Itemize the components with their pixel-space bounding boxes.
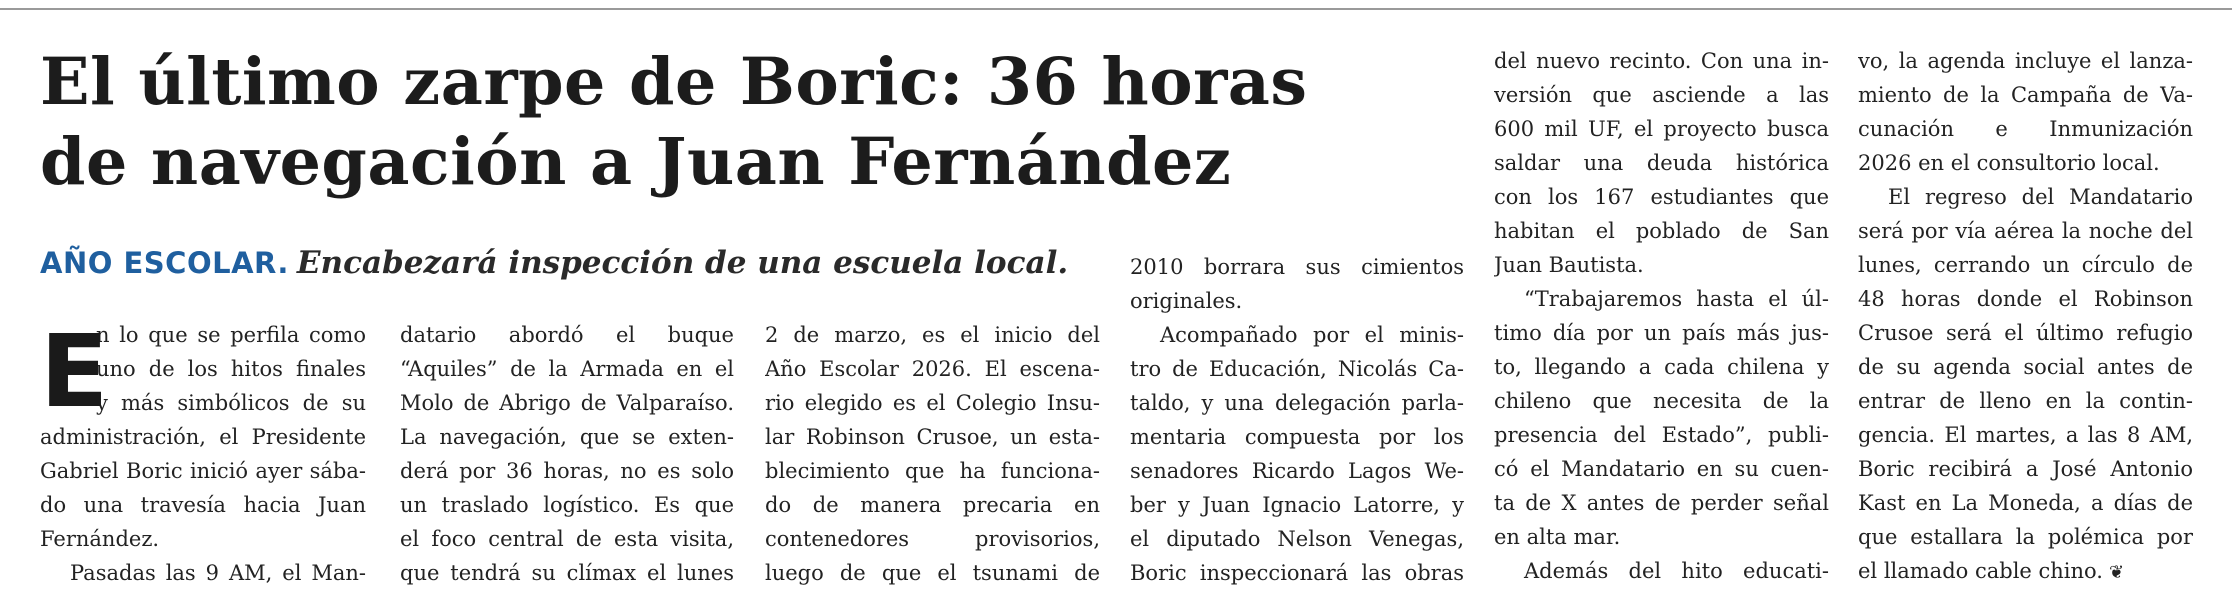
text-line: que estallara la polémica por — [1858, 525, 2193, 549]
text-line: Pasadas las 9 AM, el Man- — [70, 561, 366, 585]
text-line: habitan el poblado de San — [1494, 219, 1829, 243]
text-line: saldar una deuda histórica — [1494, 151, 1829, 175]
text-line: senadores Ricardo Lagos We- — [1130, 459, 1464, 483]
text-line: blecimiento que ha funciona- — [765, 459, 1100, 483]
text-line: n lo que se perfila como — [96, 323, 366, 347]
text-line: to, llegando a cada chilena y — [1494, 355, 1829, 379]
column-6 — [1858, 44, 2193, 588]
text-line: Molo de Abrigo de Valparaíso. — [400, 391, 734, 415]
headline-line-2: de navegación a Juan Fernández — [40, 124, 1232, 200]
column-2 — [400, 318, 734, 590]
text-line: 600 mil UF, el proyecto busca — [1494, 117, 1829, 141]
text-line: chileno que necesita de la — [1494, 389, 1829, 413]
kicker — [40, 243, 1068, 288]
text-line: Acompañado por el minis- — [1160, 323, 1464, 347]
column-5 — [1494, 44, 1829, 588]
kicker-label: AÑO ESCOLAR. — [40, 246, 289, 280]
text-line: miento de la Campaña de Va- — [1858, 83, 2193, 107]
text-line: administración, el Presidente — [40, 425, 366, 449]
text-line: luego de que el tsunami de — [765, 561, 1100, 585]
text-line: cunación e Inmunización — [1858, 117, 2193, 141]
text-line: ta de X antes de perder señal — [1494, 491, 1829, 515]
text-line: 2 de marzo, es el inicio del — [765, 323, 1100, 347]
headline-line-1: El último zarpe de Boric: 36 horas — [40, 44, 1308, 120]
text-line: de su agenda social antes de — [1858, 355, 2193, 379]
text-line: Kast en La Moneda, a días de — [1858, 491, 2193, 515]
text-line: entrar de lleno en la contin- — [1858, 389, 2193, 413]
text-line-final-text: el llamado cable chino. — [1858, 559, 2103, 583]
text-line: do una travesía hacia Juan — [40, 493, 366, 517]
text-line: 2010 borrara sus cimientos — [1130, 255, 1464, 279]
text-line: tro de Educación, Nicolás Ca- — [1130, 357, 1464, 381]
text-line: timo día por un país más jus- — [1494, 321, 1829, 345]
text-line: El regreso del Mandatario — [1888, 185, 2193, 209]
text-line: gencia. El martes, a las 8 AM, — [1858, 423, 2193, 447]
text-line: “Trabajaremos hasta el úl- — [1524, 287, 1829, 311]
text-line: que tendrá su clímax el lunes — [400, 561, 734, 585]
text-line: Gabriel Boric inició ayer sába- — [40, 459, 366, 483]
top-rule — [0, 8, 2232, 10]
text-line: ber y Juan Ignacio Latorre, y — [1130, 493, 1464, 517]
text-line: do de manera precaria en — [765, 493, 1100, 517]
text-line: rio elegido es el Colegio Insu- — [765, 391, 1100, 415]
text-line: del nuevo recinto. Con una in- — [1494, 49, 1829, 73]
text-line: lar Robinson Crusoe, un esta- — [765, 425, 1100, 449]
headline — [40, 42, 1440, 202]
text-line: lunes, cerrando un círculo de — [1858, 253, 2193, 277]
text-line: un traslado logístico. Es que — [400, 493, 734, 517]
text-line: vo, la agenda incluye el lanza- — [1858, 49, 2193, 73]
text-line: Fernández. — [40, 527, 160, 551]
text-line: datario abordó el buque — [400, 323, 734, 347]
drop-cap: E — [40, 313, 109, 430]
text-line: uno de los hitos finales — [96, 357, 366, 381]
text-line: mentaria compuesta por los — [1130, 425, 1464, 449]
text-line: y más simbólicos de su — [96, 391, 366, 415]
text-line: versión que asciende a las — [1494, 83, 1829, 107]
text-line: el diputado Nelson Venegas, — [1130, 527, 1464, 551]
text-line: taldo, y una delegación parla- — [1130, 391, 1464, 415]
text-line: Además del hito educati- — [1524, 559, 1829, 583]
text-line: Año Escolar 2026. El escena- — [765, 357, 1100, 381]
text-line: será por vía aérea la noche del — [1858, 219, 2193, 243]
text-line: Boric recibirá a José Antonio — [1858, 457, 2193, 481]
text-line: 2026 en el consultorio local. — [1858, 151, 2160, 175]
text-line: con los 167 estudiantes que — [1494, 185, 1829, 209]
text-line: có el Mandatario en su cuen- — [1494, 457, 1829, 481]
text-line: en alta mar. — [1494, 525, 1621, 549]
text-line: Boric inspeccionará las obras — [1130, 561, 1464, 585]
column-1 — [40, 313, 366, 590]
text-line: 48 horas donde el Robinson — [1858, 287, 2193, 311]
column-4 — [1130, 250, 1464, 590]
end-mark-icon: ❦ — [2109, 562, 2125, 583]
text-line: contenedores provisorios, — [765, 527, 1100, 551]
text-line: el foco central de esta visita, — [400, 527, 734, 551]
text-line: Crusoe será el último refugio — [1858, 321, 2193, 345]
text-line-final — [1858, 554, 2193, 588]
column-3 — [765, 318, 1100, 590]
text-line: La navegación, que se exten- — [400, 425, 734, 449]
text-line: originales. — [1130, 289, 1243, 313]
text-line: derá por 36 horas, no es solo — [400, 459, 734, 483]
text-line: presencia del Estado”, publi- — [1494, 423, 1829, 447]
text-line: Juan Bautista. — [1494, 253, 1644, 277]
kicker-text: Encabezará inspección de una escuela local. — [296, 245, 1069, 281]
text-line: “Aquiles” de la Armada en el — [400, 357, 734, 381]
